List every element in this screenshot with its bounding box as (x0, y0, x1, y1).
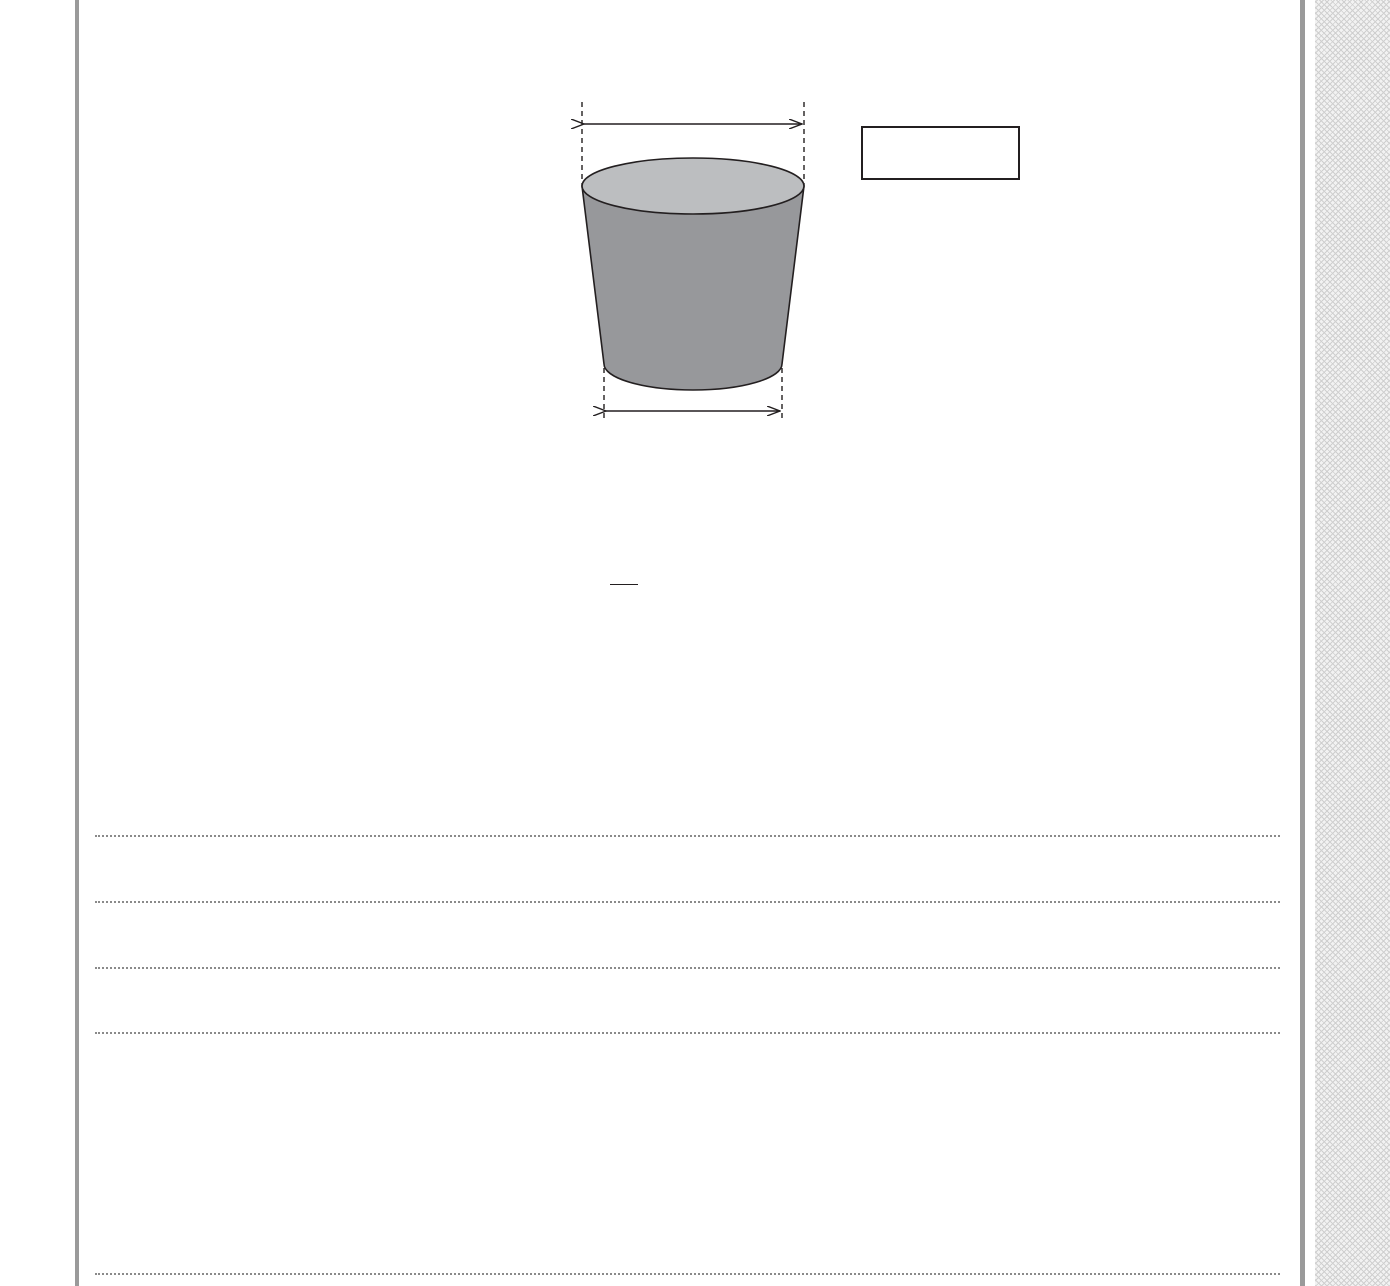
no-write-margin (1315, 0, 1390, 1286)
not-to-scale-box (861, 126, 1020, 180)
answer-line-2[interactable] (95, 901, 1280, 903)
answer-line-1[interactable] (95, 835, 1280, 837)
right-margin-rule (1300, 0, 1305, 1286)
answer-line-3[interactable] (95, 967, 1280, 969)
answer-line-5[interactable] (95, 1273, 1280, 1275)
fraction-bar (610, 584, 638, 585)
bung-side (582, 186, 804, 390)
left-margin-rule (75, 0, 79, 1286)
bung-top-face (582, 158, 804, 214)
rubber-bung-diagram (560, 80, 830, 460)
answer-line-4[interactable] (95, 1032, 1280, 1034)
